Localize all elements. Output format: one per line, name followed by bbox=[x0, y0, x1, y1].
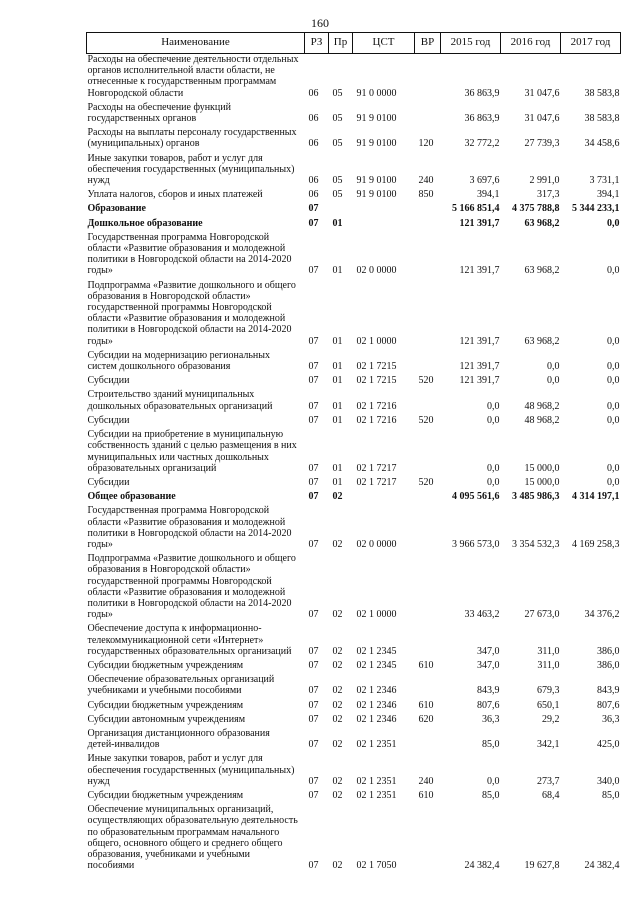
row-vr bbox=[415, 347, 441, 372]
table-row bbox=[87, 277, 621, 347]
row-cst: 02 1 2351 bbox=[356, 789, 397, 801]
table-header bbox=[87, 33, 621, 54]
row-vr bbox=[415, 229, 441, 277]
row-name: Обеспечение муниципальных организаций, осуществляющих образовательную деятельность по образовательным программам начального общего, основного общего и среднего общего образования, учебниками и учебными пособиями bbox=[87, 804, 298, 872]
row-cst: 02 0 0000 bbox=[356, 265, 397, 277]
row-cst: 02 1 7217 bbox=[356, 462, 397, 474]
row-name: Субсидии bbox=[87, 375, 130, 387]
row-2015: 121 391,7 bbox=[459, 265, 500, 277]
row-name: Расходы на обеспечение деятельности отдельных органов исполнительной власти области, не отнесенные к государственным программам Новгородской области bbox=[87, 54, 299, 99]
row-name: Субсидии автономным учреждениям bbox=[87, 713, 246, 725]
row-name: Государственная программа Новгородской области «Развитие образования и молодежной политики в Новгородской области на 2014-2020 годы» bbox=[87, 505, 292, 550]
row-2016: 15 000,0 bbox=[524, 476, 560, 488]
row-2015: 0,0 bbox=[487, 414, 500, 426]
row-pr: 05 bbox=[332, 175, 343, 187]
row-rz: 07 bbox=[308, 609, 319, 621]
row-rz: 07 bbox=[308, 491, 319, 503]
table-row bbox=[87, 671, 621, 696]
row-2016: 63 968,2 bbox=[524, 265, 560, 277]
table-row bbox=[87, 750, 621, 787]
table-row bbox=[87, 725, 621, 750]
row-name: Субсидии бюджетным учреждениям bbox=[87, 699, 244, 711]
header-2015: 2015 год bbox=[441, 33, 501, 54]
row-name: Субсидии бюджетным учреждениям bbox=[87, 659, 244, 671]
row-name: Обеспечение образовательных организаций учебниками и учебными пособиями bbox=[87, 674, 275, 697]
row-vr: 620 bbox=[418, 713, 434, 725]
row-vr bbox=[415, 54, 441, 99]
table-row bbox=[87, 229, 621, 277]
row-cst bbox=[353, 200, 415, 214]
row-2015: 0,0 bbox=[487, 775, 500, 787]
row-vr: 610 bbox=[418, 789, 434, 801]
row-2017: 0,0 bbox=[607, 414, 620, 426]
table-row bbox=[87, 657, 621, 671]
header-cst: ЦСТ bbox=[353, 33, 415, 54]
row-pr: 05 bbox=[332, 138, 343, 150]
table-row bbox=[87, 150, 621, 187]
row-rz: 07 bbox=[308, 462, 319, 474]
row-name: Субсидии бюджетным учреждениям bbox=[87, 789, 244, 801]
row-pr: 02 bbox=[332, 645, 343, 657]
row-2015: 36 863,9 bbox=[464, 113, 500, 125]
row-2015: 347,0 bbox=[477, 645, 500, 657]
row-pr: 01 bbox=[332, 462, 343, 474]
header-2017: 2017 год bbox=[561, 33, 621, 54]
row-vr bbox=[415, 99, 441, 124]
row-2015: 347,0 bbox=[477, 659, 500, 671]
row-rz: 06 bbox=[308, 113, 319, 125]
row-2017: 4 314 197,1 bbox=[572, 491, 620, 503]
row-rz: 07 bbox=[308, 860, 319, 872]
row-pr: 01 bbox=[332, 265, 343, 277]
row-vr bbox=[415, 200, 441, 214]
table-row bbox=[87, 488, 621, 502]
row-2017: 5 344 233,1 bbox=[572, 203, 620, 215]
row-2015: 394,1 bbox=[477, 189, 500, 201]
row-pr: 02 bbox=[332, 860, 343, 872]
row-name: Иные закупки товаров, работ и услуг для обеспечения государственных (муниципальных) нужд bbox=[87, 152, 295, 187]
row-cst: 91 9 0100 bbox=[356, 175, 397, 187]
row-vr: 240 bbox=[418, 775, 434, 787]
row-2016: 679,3 bbox=[537, 685, 560, 697]
row-2015: 4 095 561,6 bbox=[452, 491, 500, 503]
row-name: Субсидии на приобретение в муниципальную собственность зданий с целью размещения в них муниципальных или частных дошкольных образовательных организаций bbox=[87, 429, 297, 474]
row-2017: 24 382,4 bbox=[584, 860, 620, 872]
table-row bbox=[87, 200, 621, 214]
row-cst: 91 9 0100 bbox=[356, 138, 397, 150]
row-pr bbox=[329, 200, 353, 214]
row-name: Подпрограмма «Развитие дошкольного и общего образования в Новгородской области» государственной программы Новгородской области «Развитие образования и молодежной политики в Новгородской области на 2014-2020 годы» bbox=[87, 279, 296, 347]
row-pr: 01 bbox=[332, 400, 343, 412]
row-cst: 02 1 2346 bbox=[356, 685, 397, 697]
row-pr: 01 bbox=[332, 414, 343, 426]
row-2017: 3 731,1 bbox=[589, 175, 620, 187]
row-2017: 0,0 bbox=[607, 375, 620, 387]
row-2016: 3 354 532,3 bbox=[512, 538, 560, 550]
row-cst: 02 1 7050 bbox=[356, 860, 397, 872]
row-cst: 91 0 0000 bbox=[356, 87, 397, 99]
table-row bbox=[87, 124, 621, 149]
row-cst: 02 1 7216 bbox=[356, 414, 397, 426]
row-name: Дошкольное образование bbox=[87, 217, 203, 229]
row-2015: 3 697,6 bbox=[469, 175, 500, 187]
row-2017: 340,0 bbox=[597, 775, 620, 787]
row-pr: 02 bbox=[332, 789, 343, 801]
row-2017: 4 169 258,3 bbox=[572, 538, 620, 550]
header-2016: 2016 год bbox=[501, 33, 561, 54]
row-2015: 121 391,7 bbox=[459, 217, 500, 229]
row-2015: 36 863,9 bbox=[464, 87, 500, 99]
row-name: Организация дистанционного образования детей-инвалидов bbox=[87, 727, 270, 751]
row-2017: 0,0 bbox=[607, 400, 620, 412]
row-name: Обеспечение доступа к информационно-телекоммуникационной сети «Интернет» государственных образовательных организаций bbox=[87, 623, 292, 657]
row-2017: 36,3 bbox=[602, 713, 620, 725]
row-2017: 0,0 bbox=[607, 265, 620, 277]
row-cst bbox=[353, 215, 415, 229]
row-vr bbox=[415, 277, 441, 347]
row-rz: 07 bbox=[308, 361, 319, 373]
table-row bbox=[87, 386, 621, 411]
row-cst: 02 1 7216 bbox=[356, 400, 397, 412]
row-2017: 0,0 bbox=[607, 462, 620, 474]
row-pr: 02 bbox=[332, 739, 343, 751]
row-2017: 34 376,2 bbox=[584, 609, 620, 621]
row-2016: 4 375 788,8 bbox=[512, 203, 560, 215]
row-vr bbox=[415, 386, 441, 411]
row-2016: 68,4 bbox=[542, 789, 560, 801]
row-2015: 3 966 573,0 bbox=[452, 538, 500, 550]
row-2015: 121 391,7 bbox=[459, 361, 500, 373]
row-rz: 07 bbox=[308, 414, 319, 426]
row-2016: 2 991,0 bbox=[529, 175, 560, 187]
budget-table bbox=[86, 32, 621, 871]
row-rz: 07 bbox=[308, 699, 319, 711]
row-cst: 02 1 7217 bbox=[356, 476, 397, 488]
row-2016: 317,3 bbox=[537, 189, 560, 201]
row-rz: 07 bbox=[308, 217, 319, 229]
row-2016: 311,0 bbox=[537, 659, 560, 671]
row-pr: 01 bbox=[332, 335, 343, 347]
row-name: Расходы на обеспечение функций государственных органов bbox=[87, 101, 231, 125]
row-name: Уплата налогов, сборов и иных платежей bbox=[87, 189, 263, 201]
table-row bbox=[87, 474, 621, 488]
row-vr: 520 bbox=[418, 414, 434, 426]
row-cst: 91 9 0100 bbox=[356, 189, 397, 201]
row-rz: 07 bbox=[308, 685, 319, 697]
row-rz: 07 bbox=[308, 335, 319, 347]
row-2017: 386,0 bbox=[597, 659, 620, 671]
row-2015: 32 772,2 bbox=[464, 138, 500, 150]
row-2015: 85,0 bbox=[482, 739, 500, 751]
row-vr bbox=[415, 725, 441, 750]
table-body bbox=[87, 54, 621, 872]
row-vr bbox=[415, 550, 441, 620]
table-row bbox=[87, 54, 621, 99]
row-2016: 650,1 bbox=[537, 699, 560, 711]
row-name: Иные закупки товаров, работ и услуг для обеспечения государственных (муниципальных) нужд bbox=[87, 753, 295, 787]
row-pr: 02 bbox=[332, 491, 343, 503]
row-rz: 07 bbox=[308, 538, 319, 550]
row-pr: 05 bbox=[332, 113, 343, 125]
header-pr: Пр bbox=[329, 33, 353, 54]
row-2016: 63 968,2 bbox=[524, 217, 560, 229]
row-vr bbox=[415, 488, 441, 502]
row-2017: 38 583,8 bbox=[584, 87, 620, 99]
row-rz: 07 bbox=[308, 645, 319, 657]
table-row bbox=[87, 215, 621, 229]
row-vr bbox=[415, 502, 441, 550]
row-2016: 31 047,6 bbox=[524, 87, 560, 99]
row-2016: 0,0 bbox=[547, 375, 560, 387]
table-row bbox=[87, 99, 621, 124]
row-rz: 07 bbox=[308, 476, 319, 488]
row-cst: 02 1 2346 bbox=[356, 699, 397, 711]
row-vr bbox=[415, 801, 441, 871]
row-name: Строительство зданий муниципальных дошкольных образовательных организаций bbox=[87, 389, 273, 412]
row-pr: 02 bbox=[332, 775, 343, 787]
table-row bbox=[87, 412, 621, 426]
row-pr: 02 bbox=[332, 538, 343, 550]
row-cst bbox=[353, 488, 415, 502]
row-vr: 850 bbox=[418, 189, 434, 201]
header-rz: РЗ bbox=[305, 33, 329, 54]
row-2015: 0,0 bbox=[487, 462, 500, 474]
row-2016: 63 968,2 bbox=[524, 335, 560, 347]
row-2015: 121 391,7 bbox=[459, 375, 500, 387]
row-rz: 07 bbox=[308, 739, 319, 751]
row-2016: 48 968,2 bbox=[524, 414, 560, 426]
row-2017: 843,9 bbox=[597, 685, 620, 697]
row-2017: 0,0 bbox=[607, 217, 620, 229]
row-cst: 02 1 0000 bbox=[356, 335, 397, 347]
row-pr: 01 bbox=[332, 476, 343, 488]
row-2017: 425,0 bbox=[597, 739, 620, 751]
row-cst: 02 1 2346 bbox=[356, 713, 397, 725]
table-row bbox=[87, 801, 621, 871]
row-vr: 520 bbox=[418, 375, 434, 387]
row-vr bbox=[415, 671, 441, 696]
row-2017: 0,0 bbox=[607, 335, 620, 347]
row-vr bbox=[415, 426, 441, 474]
row-2017: 394,1 bbox=[597, 189, 620, 201]
row-2016: 0,0 bbox=[547, 361, 560, 373]
row-rz: 07 bbox=[308, 265, 319, 277]
row-2016: 19 627,8 bbox=[524, 860, 560, 872]
row-vr: 120 bbox=[418, 138, 434, 150]
row-2016: 27 739,3 bbox=[524, 138, 560, 150]
row-name: Субсидии bbox=[87, 476, 130, 488]
table-row bbox=[87, 787, 621, 801]
row-2015: 843,9 bbox=[477, 685, 500, 697]
row-rz: 07 bbox=[308, 775, 319, 787]
row-pr: 01 bbox=[332, 375, 343, 387]
row-rz: 06 bbox=[308, 189, 319, 201]
row-rz: 07 bbox=[308, 789, 319, 801]
row-cst: 02 1 2345 bbox=[356, 659, 397, 671]
table-row bbox=[87, 620, 621, 657]
row-2017: 34 458,6 bbox=[584, 138, 620, 150]
row-name: Общее образование bbox=[87, 491, 176, 503]
table-row bbox=[87, 697, 621, 711]
row-rz: 07 bbox=[308, 203, 319, 215]
row-cst: 02 0 0000 bbox=[356, 538, 397, 550]
row-2015: 0,0 bbox=[487, 476, 500, 488]
row-pr: 02 bbox=[332, 699, 343, 711]
row-rz: 07 bbox=[308, 375, 319, 387]
row-name: Субсидии bbox=[87, 414, 130, 426]
row-2017: 0,0 bbox=[607, 476, 620, 488]
row-2017: 38 583,8 bbox=[584, 113, 620, 125]
row-name: Субсидии на модернизацию региональных систем дошкольного образования bbox=[87, 349, 270, 373]
row-cst: 02 1 2351 bbox=[356, 739, 397, 751]
row-pr: 02 bbox=[332, 659, 343, 671]
row-pr: 02 bbox=[332, 685, 343, 697]
table-row bbox=[87, 711, 621, 725]
row-rz: 07 bbox=[308, 400, 319, 412]
table-row bbox=[87, 550, 621, 620]
table-row bbox=[87, 186, 621, 200]
row-pr: 05 bbox=[332, 189, 343, 201]
row-2015: 0,0 bbox=[487, 400, 500, 412]
row-2016: 29,2 bbox=[542, 713, 560, 725]
row-2015: 85,0 bbox=[482, 789, 500, 801]
row-2016: 48 968,2 bbox=[524, 400, 560, 412]
row-2015: 807,6 bbox=[477, 699, 500, 711]
row-rz: 06 bbox=[308, 175, 319, 187]
row-2015: 36,3 bbox=[482, 713, 500, 725]
table-row bbox=[87, 347, 621, 372]
row-rz: 07 bbox=[308, 713, 319, 725]
row-pr: 02 bbox=[332, 713, 343, 725]
header-name: Наименование bbox=[87, 33, 305, 54]
row-vr: 240 bbox=[418, 175, 434, 187]
row-2016: 273,7 bbox=[537, 775, 560, 787]
row-2017: 85,0 bbox=[602, 789, 620, 801]
row-cst: 91 9 0100 bbox=[356, 113, 397, 125]
row-pr: 01 bbox=[332, 361, 343, 373]
row-2015: 33 463,2 bbox=[464, 609, 500, 621]
row-vr: 610 bbox=[418, 699, 434, 711]
row-2015: 24 382,4 bbox=[464, 860, 500, 872]
row-2016: 342,1 bbox=[537, 739, 560, 751]
row-vr: 610 bbox=[418, 659, 434, 671]
row-2017: 386,0 bbox=[597, 645, 620, 657]
row-2016: 31 047,6 bbox=[524, 113, 560, 125]
row-pr: 05 bbox=[332, 87, 343, 99]
row-cst: 02 1 7215 bbox=[356, 361, 397, 373]
table-row bbox=[87, 426, 621, 474]
row-2017: 0,0 bbox=[607, 361, 620, 373]
table-row bbox=[87, 372, 621, 386]
row-2016: 3 485 986,3 bbox=[512, 491, 560, 503]
table-row bbox=[87, 502, 621, 550]
row-vr bbox=[415, 620, 441, 657]
row-2017: 807,6 bbox=[597, 699, 620, 711]
row-2015: 121 391,7 bbox=[459, 335, 500, 347]
row-2015: 5 166 851,4 bbox=[452, 203, 500, 215]
row-pr: 02 bbox=[332, 609, 343, 621]
row-rz: 07 bbox=[308, 659, 319, 671]
row-cst: 02 1 2351 bbox=[356, 775, 397, 787]
row-cst: 02 1 7215 bbox=[356, 375, 397, 387]
row-rz: 06 bbox=[308, 87, 319, 99]
page-number: 160 bbox=[311, 16, 329, 30]
row-vr: 520 bbox=[418, 476, 434, 488]
row-name: Образование bbox=[87, 203, 146, 215]
row-pr: 01 bbox=[332, 217, 343, 229]
row-2016: 311,0 bbox=[537, 645, 560, 657]
row-name: Расходы на выплаты персоналу государственных (муниципальных) органов bbox=[87, 127, 297, 150]
row-vr bbox=[415, 215, 441, 229]
row-cst: 02 1 2345 bbox=[356, 645, 397, 657]
row-rz: 06 bbox=[308, 138, 319, 150]
row-cst: 02 1 0000 bbox=[356, 609, 397, 621]
row-2016: 15 000,0 bbox=[524, 462, 560, 474]
row-name: Государственная программа Новгородской области «Развитие образования и молодежной политики в Новгородской области на 2014-2020 годы» bbox=[87, 231, 292, 277]
header-vr: ВР bbox=[415, 33, 441, 54]
row-2016: 27 673,0 bbox=[524, 609, 560, 621]
row-name: Подпрограмма «Развитие дошкольного и общего образования в Новгородской области» государственной программы Новгородской области «Развитие образования и молодежной политики в Новгородской области на 2014-2020 годы» bbox=[87, 553, 296, 621]
